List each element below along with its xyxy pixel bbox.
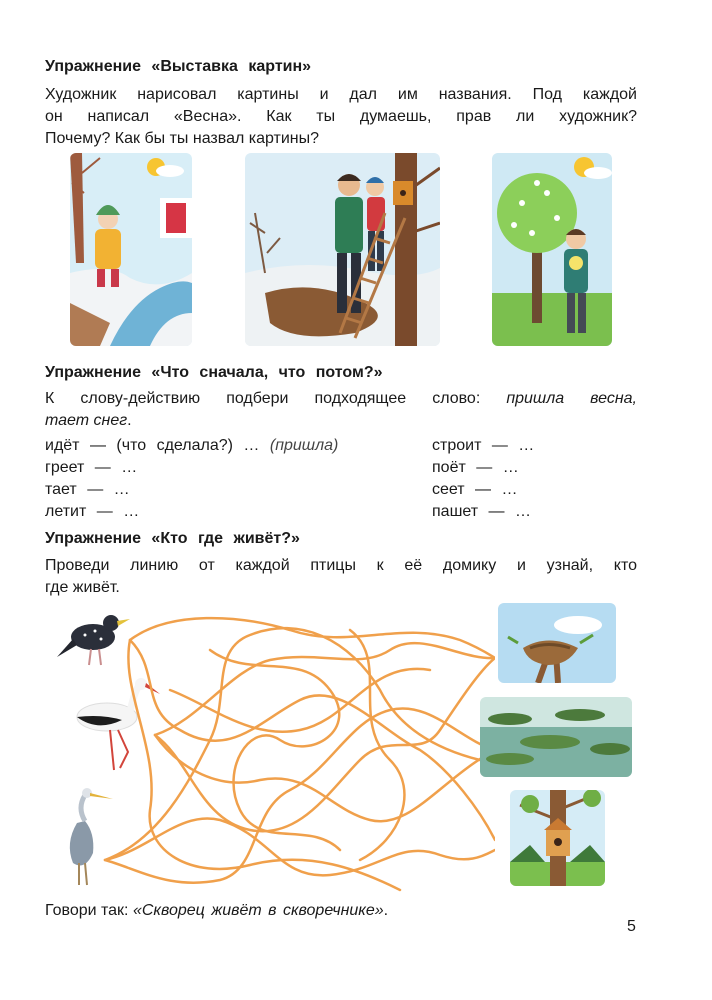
birdhouse-in-tree-image: [510, 790, 605, 886]
verb-dash: —: [89, 437, 106, 454]
verb-row: [45, 458, 137, 478]
verb-dots: …: [501, 481, 518, 498]
swamp-reeds-image: [480, 697, 632, 777]
footer-suffix: .: [383, 902, 389, 919]
picture-father-son-birdhouse: [245, 153, 440, 346]
exercise3-title: Упражнение «Кто где живёт?»: [45, 530, 300, 547]
verb-word: летит: [45, 503, 87, 520]
verb-dash: —: [491, 437, 508, 454]
verb-word: сеет: [432, 481, 465, 498]
maze-path-group: [105, 618, 495, 890]
exercise1-title: Упражнение «Выставка картин»: [45, 58, 312, 75]
verb-hint: (что сделала?): [116, 437, 233, 454]
exercise2-intro-line-2: [45, 410, 637, 432]
exercise1-line-3: Почему? Как бы ты назвал картины?: [45, 130, 320, 147]
verb-dash: —: [96, 503, 113, 520]
exercise2-intro-example: пришла весна,: [506, 390, 638, 407]
verb-dash: —: [476, 459, 493, 476]
verb-word: греет: [45, 459, 85, 476]
verb-dash: —: [488, 503, 505, 520]
footer-prefix: Говори так:: [45, 902, 129, 919]
verb-dots: …: [123, 503, 140, 520]
verb-dash: —: [94, 459, 111, 476]
verb-dash: —: [475, 481, 492, 498]
exercise2-intro: [45, 388, 637, 432]
maze-lines[interactable]: [100, 610, 495, 895]
verb-row: [45, 436, 338, 456]
nest-in-tree-image: [498, 603, 616, 683]
page-number: 5: [627, 918, 636, 935]
verb-word: строит: [432, 437, 482, 454]
exercise3-line-2: где живёт.: [45, 579, 120, 596]
exercise2-intro-period: .: [127, 412, 132, 429]
verb-dots: …: [518, 437, 535, 454]
verb-word: поёт: [432, 459, 466, 476]
verb-row: [432, 436, 534, 456]
exercise3-line-1: Проведи линию от каждой птицы к её домику и узнай, кто: [45, 557, 637, 574]
picture-girl-early-spring: [70, 153, 192, 346]
exercise2-intro-example-2: тает снег: [45, 412, 128, 429]
verb-word: идёт: [45, 437, 80, 454]
verb-row: [45, 502, 139, 522]
footer-instruction: [45, 902, 388, 920]
verb-row: [45, 480, 130, 500]
verb-dots: …: [121, 459, 138, 476]
verb-example: (пришла): [269, 437, 339, 454]
verb-word: тает: [45, 481, 77, 498]
verb-dash: —: [87, 481, 104, 498]
verb-row: [432, 480, 518, 500]
verb-dots: …: [243, 437, 260, 454]
exercise3-text: [45, 555, 637, 599]
exercise1-line-1: Художник нарисовал картины и дал им названия. Под каждой: [45, 86, 637, 103]
exercise1-text: [45, 84, 637, 150]
verb-dots: …: [113, 481, 130, 498]
exercise2-title: Упражнение «Что сначала, что потом?»: [45, 364, 383, 381]
verb-dots: …: [515, 503, 531, 520]
verb-dots: …: [502, 459, 519, 476]
exercise1-line-2: он написал «Весна». Как ты думаешь, прав ли художник?: [45, 108, 637, 125]
exercise2-intro-plain: К слову-действию подбери подходящее слово:: [45, 390, 481, 407]
verb-row: [432, 458, 519, 478]
verb-word: пашет: [432, 503, 479, 520]
verb-row: [432, 502, 531, 522]
picture-boy-blossom-tree: [492, 153, 612, 346]
exercise2-intro-line-1: [45, 388, 637, 410]
footer-example: «Скворец живёт в скворечнике»: [132, 902, 384, 919]
